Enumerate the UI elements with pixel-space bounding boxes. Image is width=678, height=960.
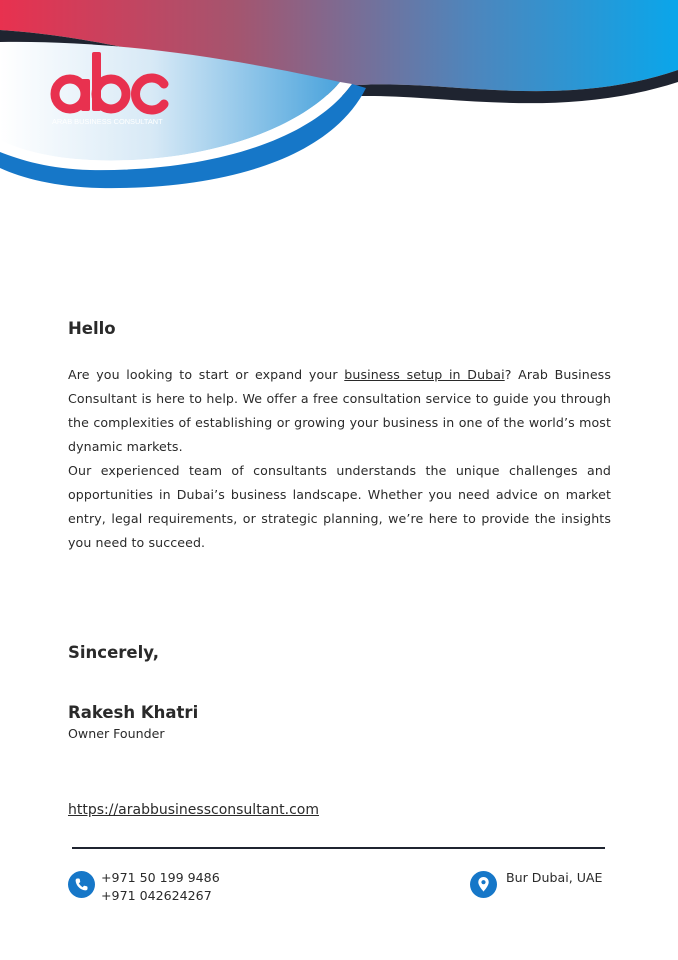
- greeting: Hello: [68, 319, 116, 338]
- company-logo: [48, 48, 170, 130]
- phone-number-landline: +971 042624267: [101, 888, 212, 903]
- footer-divider: [72, 847, 605, 849]
- address: Bur Dubai, UAE: [506, 870, 603, 885]
- paragraph-intro: Are you looking to start or expand your business setup in Dubai? Arab Business Consultant is here to help. We offer a free consultation service to guide you through the complexities of establishing or growing your business in one of the world’s most dynamic markets.: [68, 367, 611, 454]
- business-setup-link[interactable]: business setup in Dubai: [344, 367, 505, 382]
- phone-icon: [68, 871, 95, 898]
- phone-numbers: [101, 869, 220, 905]
- signer-title: Owner Founder: [68, 726, 165, 741]
- location-pin-icon: [470, 871, 497, 898]
- letter-body: [68, 363, 611, 555]
- website-link[interactable]: https://arabbusinessconsultant.com: [68, 802, 319, 818]
- paragraph-team: Our experienced team of consultants understands the unique challenges and opportunities in Dubai’s business landscape. Whether you need advice on market entry, legal requirements, or strategic planning, we’re here to provide the insights you need to succeed.: [68, 463, 611, 550]
- signer-name: Rakesh Khatri: [68, 703, 199, 722]
- phone-number-mobile: +971 50 199 9486: [101, 870, 220, 885]
- closing: Sincerely,: [68, 643, 159, 662]
- logo-tagline: ARAB BUSINESS CONSULTANT: [52, 117, 163, 126]
